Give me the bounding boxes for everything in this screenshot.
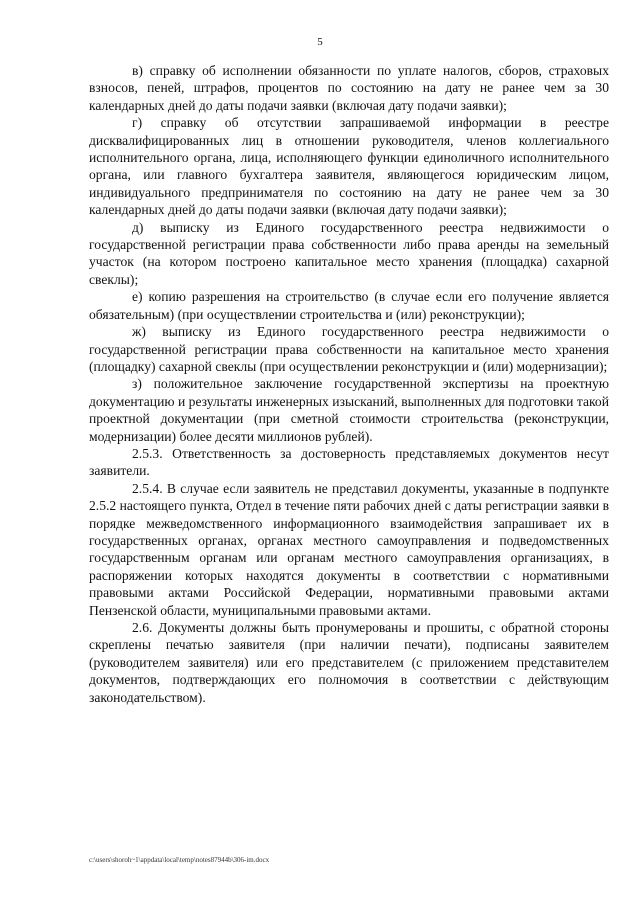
paragraph-z: з) положительное заключение государственной экспертизы на проектную документацию и результаты инженерных изысканий, выполненных для подготовки такой проектной документации (при сметной стоимости строительства (реконструкции, модернизации) более десяти миллионов рублей). xyxy=(89,376,609,444)
page-number: 5 xyxy=(317,36,323,48)
paragraph-e: е) копию разрешения на строительство (в случае если его получение является обязательным) (при осуществлении строительства и (или) реконструкции); xyxy=(89,289,609,322)
paragraph-zh: ж) выписку из Единого государственного реестра недвижимости о государственной регистрации права собственности на капитальное место хранения (площадку) сахарной свеклы (при осуществлении реконструкции и (или) модернизации); xyxy=(89,324,609,374)
footer-file-path: c:\users\shoroh~1\appdata\local\temp\notes87944b\306-im.docx xyxy=(89,856,270,864)
paragraph-g: г) справку об отсутствии запрашиваемой информации в реестре дисквалифицированных лиц в отношении руководителя, членов коллегиального исполнительного органа, лица, исполняющего функции единоличного исполнительного органа, или главного бухгалтера заявителя, являющегося юридическим лицом, индивидуального предпринимателя по состоянию на дату не ранее чем за 30 календарных дней до даты подачи заявки (включая дату подачи заявки); xyxy=(89,115,609,218)
paragraph-2-5-3: 2.5.3. Ответственность за достоверность представляемых документов несут заявители. xyxy=(89,445,609,479)
document-body xyxy=(89,62,609,706)
paragraph-d: д) выписку из Единого государственного реестра недвижимости о государственной регистрации права собственности либо права аренды на земельный участок (на котором построено капитальное место хранения (площадка) сахарной свеклы); xyxy=(89,219,609,287)
paragraph-2-6: 2.6. Документы должны быть пронумерованы и прошиты, с обратной стороны скреплены печатью заявителя (при наличии печати), подписаны заявителем (руководителем заявителя) или его представителем (с приложением представителем документов, подтверждающих его полномочия в соответствии с действующим законодательством). xyxy=(89,620,609,705)
paragraph-v: в) справку об исполнении обязанности по уплате налогов, сборов, страховых взносов, пеней, штрафов, процентов по состоянию на дату не ранее чем за 30 календарных дней до даты подачи заявки (включая дату подачи заявки); xyxy=(89,63,609,113)
paragraph-2-5-4: 2.5.4. В случае если заявитель не представил документы, указанные в подпункте 2.5.2 настоящего пункта, Отдел в течение пяти рабочих дней с даты регистрации заявки в порядке межведомственного информационного взаимодействия запрашивает их в государственных органах, органах местного самоуправления и подведомственных государственным органам или органам местного самоуправления организациях, в распоряжении которых находятся документы в соответствии с нормативными правовыми актами Российской Федерации, нормативными правовыми актами Пензенской области, муниципальными правовыми актами. xyxy=(89,480,609,618)
